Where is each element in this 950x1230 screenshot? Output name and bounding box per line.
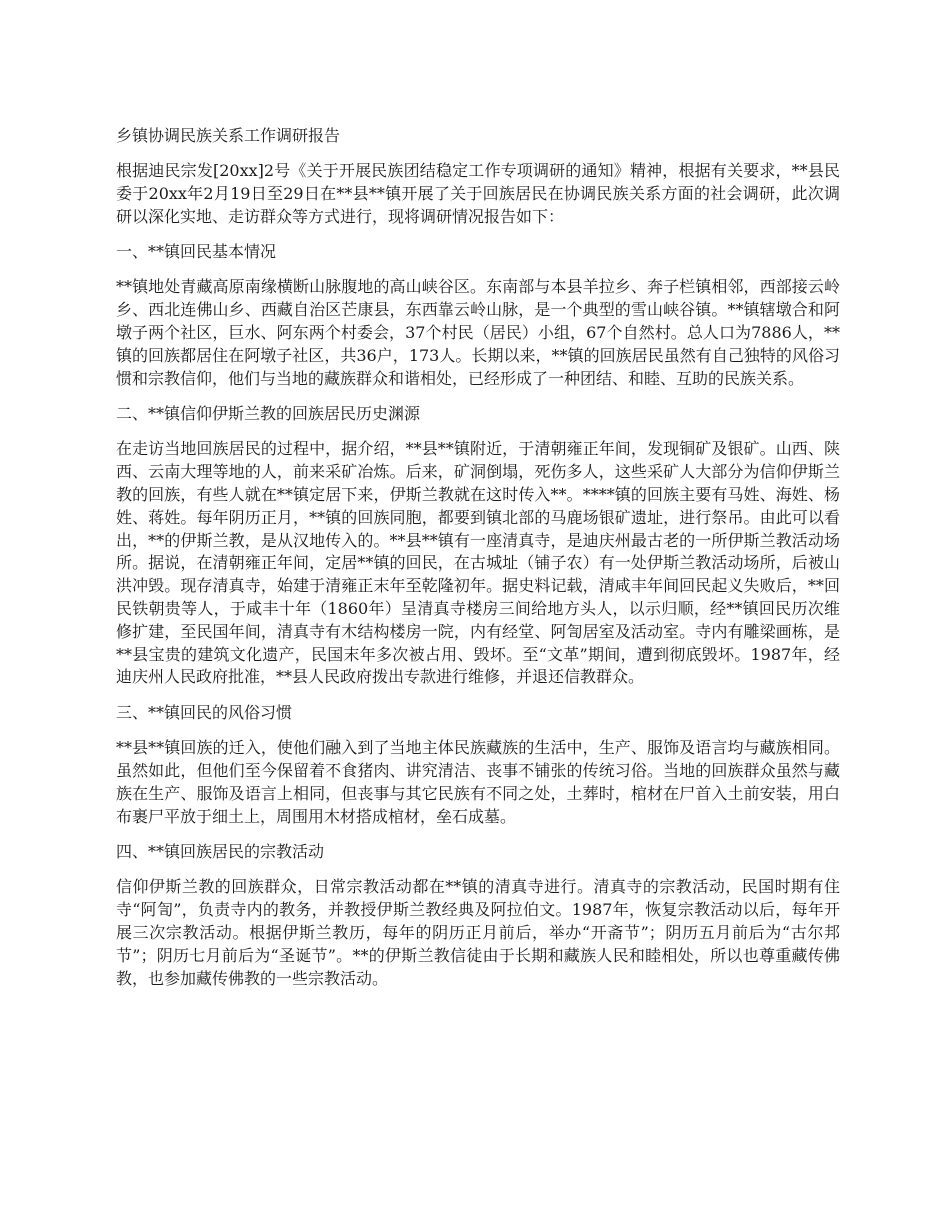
section-heading-4: 四、**镇回族居民的宗教活动 — [116, 842, 325, 862]
section-body-4: 信仰伊斯兰教的回族群众，日常宗教活动都在**镇的清真寺进行。清真寺的宗教活动，民国时期有住寺“阿訇”，负责寺内的教务，并教授伊斯兰教经典及阿拉伯文。1987年，恢复宗教活动以后，每年开展三次宗教活动。根据伊斯兰教历，每年的阴历正月前后，举办“开斋节”；阴历五月前后为“古尔邦节”；阴历七月前后为“圣诞节”。**的伊斯兰教信徒由于长期和藏族人民和睦相处，所以也尊重藏传佛教，也参加藏传佛教的一些宗教活动。 — [116, 877, 840, 988]
section-body-1: **镇地处青藏高原南缘横断山脉腹地的高山峡谷区。东南部与本县羊拉乡、奔子栏镇相邻，西部接云岭乡、西北连佛山乡、西藏自治区芒康县，东西靠云岭山脉，是一个典型的雪山峡谷镇。**镇辖墩合和阿墩子两个社区，巨水、阿东两个村委会，37个村民（居民）小组，67个自然村。总人口为7886人，**镇的回族都居住在阿墩子社区，共36户，173人。长期以来，**镇的回族居民虽然有自己独特的风俗习惯和宗教信仰，他们与当地的藏族群众和谐相处，已经形成了一种团结、和睦、互助的民族关系。 — [116, 277, 840, 388]
intro-paragraph: 根据迪民宗发[20xx]2号《关于开展民族团结稳定工作专项调研的通知》精神，根据有关要求，**县民委于20xx年2月19日至29日在**县**镇开展了关于回族居民在协调民族关系方面的社会调研，此次调研以深化实地、走访群众等方式进行，现将调研情况报告如下： — [116, 161, 840, 226]
section-body-2: 在走访当地回族居民的过程中，据介绍，**县**镇附近，于清朝雍正年间，发现铜矿及银矿。山西、陕西、云南大理等地的人，前来采矿冶炼。后来，矿洞倒塌，死伤多人，这些采矿人大部分为信仰伊斯兰教的回族，有些人就在**镇定居下来，伊斯兰教就在这时传入**。****镇的回族主要有马姓、海姓、杨姓、蒋姓。每年阴历正月，**镇的回族同胞，都要到镇北部的马鹿场银矿遗址，进行祭吊。由此可以看出，**的伊斯兰教，是从汉地传入的。**县**镇有一座清真寺，是迪庆州最古老的一所伊斯兰教活动场所。据说，在清朝雍正年间，定居**镇的回民，在古城址（铺子农）有一处伊斯兰教活动场所，后被山洪冲毁。现存清真寺，始建于清雍正末年至乾隆初年。据史料记载，清咸丰年间回民起义失败后，**回民铁朝贵等人，于咸丰十年（1860年）呈清真寺楼房三间给地方头人，以示归顺，经**镇回民历次维修扩建，至民国年间，清真寺有木结构楼房一院，内有经堂、阿訇居室及活动室。寺内有雕梁画栋，是**县宝贵的建筑文化遗产，民国末年多次被占用、毁坏。至“文革”期间，遭到彻底毁坏。1987年，经迪庆州人民政府批准，**县人民政府拨出专款进行维修，并退还信教群众。 — [116, 439, 840, 687]
section-body-3: **县**镇回族的迁入，使他们融入到了当地主体民族藏族的生活中，生产、服饰及语言均与藏族相同。虽然如此，但他们至今保留着不食猪肉、讲究清洁、丧事不铺张的传统习俗。当地的回族群众虽然与藏族在生产、服饰及语言上相同，但丧事与其它民族有不同之处，土葬时，棺材在尸首入土前安装，用白布裹尸平放于细土上，周围用木材搭成棺材，垒石成墓。 — [116, 738, 840, 826]
section-heading-2: 二、**镇信仰伊斯兰教的回族居民历史渊源 — [116, 404, 421, 424]
section-heading-3: 三、**镇回民的风俗习惯 — [116, 703, 293, 723]
section-heading-1: 一、**镇回民基本情况 — [116, 242, 277, 262]
document-title: 乡镇协调民族关系工作调研报告 — [116, 126, 341, 145]
document-page — [116, 124, 840, 1002]
